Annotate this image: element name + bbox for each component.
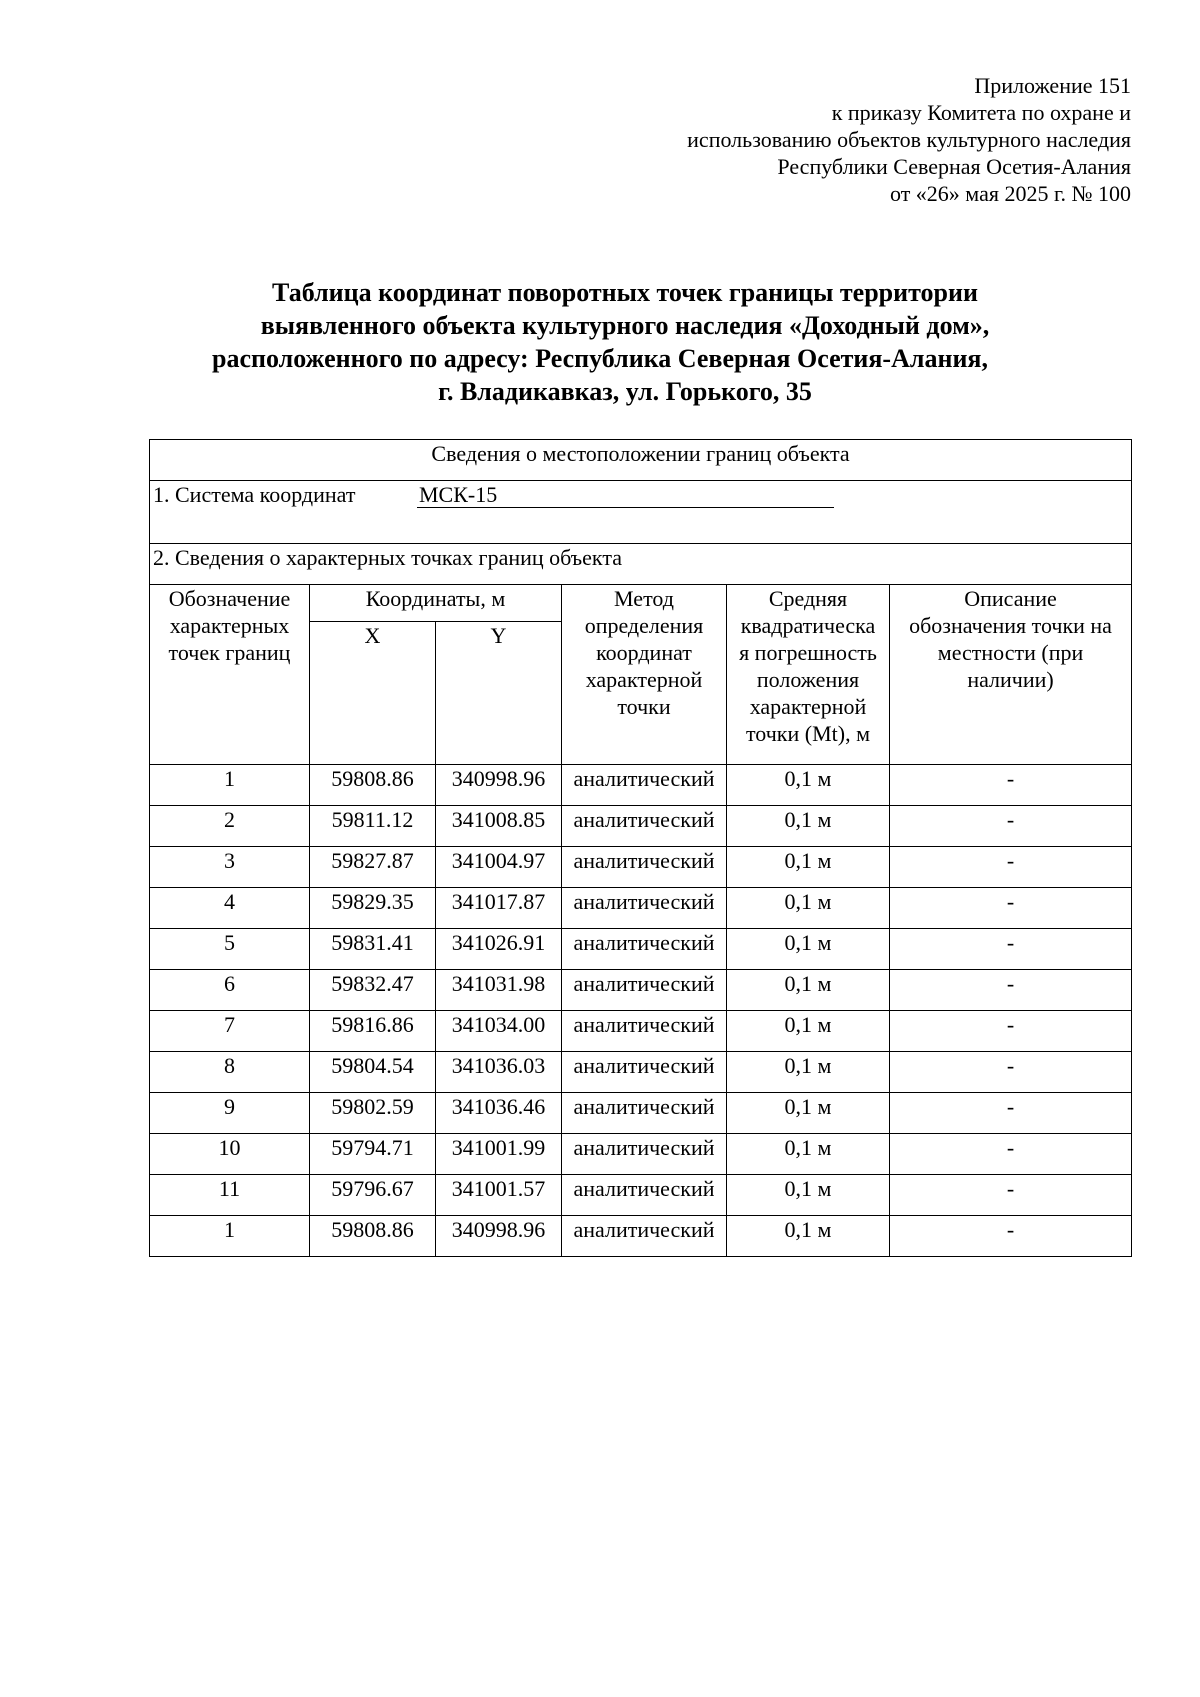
coordinates-table [149,439,1132,1257]
header-text: положения [756,667,860,692]
header-text: характерной [749,694,867,719]
header-text: я погрешность [739,640,877,665]
header-text: местности (при [937,640,1084,665]
method-cell: аналитический [562,1052,727,1093]
method-cell: аналитический [562,1093,727,1134]
error-cell: 0,1 м [727,888,890,929]
title-line: выявленного объекта культурного наследия «Доходный дом», [260,311,990,340]
header-error [727,585,890,765]
table-row [150,1134,1132,1175]
appendix-line: Республики Северная Осетия-Алания [777,154,1131,179]
header-method [562,585,727,765]
appendix-header [571,72,1131,207]
error-cell: 0,1 м [727,765,890,806]
appendix-line: к приказу Комитета по охране и [831,100,1131,125]
description-cell: - [890,1216,1132,1257]
error-cell: 0,1 м [727,1175,890,1216]
coord-x: 59802.59 [310,1093,436,1134]
error-cell: 0,1 м [727,847,890,888]
table-row [150,1216,1132,1257]
header-x: X [310,622,436,765]
description-cell: - [890,1052,1132,1093]
point-number: 9 [150,1093,310,1134]
coord-y: 341031.98 [436,970,562,1011]
coordinate-system-label: 1. Система координат [153,482,356,507]
table-row [150,806,1132,847]
coord-x: 59829.35 [310,888,436,929]
coordinate-system-cell [150,481,1132,544]
table-row [150,847,1132,888]
coord-y: 341034.00 [436,1011,562,1052]
error-cell: 0,1 м [727,1134,890,1175]
point-number: 7 [150,1011,310,1052]
coord-y: 341036.46 [436,1093,562,1134]
method-cell: аналитический [562,1011,727,1052]
header-text: точки [617,694,671,719]
table-row [150,1175,1132,1216]
coord-x: 59808.86 [310,1216,436,1257]
method-cell: аналитический [562,929,727,970]
method-cell: аналитический [562,970,727,1011]
error-cell: 0,1 м [727,970,890,1011]
section-title-row [150,440,1132,481]
point-number: 8 [150,1052,310,1093]
point-number: 2 [150,806,310,847]
coord-x: 59832.47 [310,970,436,1011]
header-text: квадратическа [740,613,876,638]
description-cell: - [890,929,1132,970]
method-cell: аналитический [562,1175,727,1216]
coord-x: 59811.12 [310,806,436,847]
error-cell: 0,1 м [727,1011,890,1052]
table-row [150,929,1132,970]
point-number: 1 [150,1216,310,1257]
header-text: точек границ [168,640,291,665]
appendix-line: Приложение 151 [974,73,1131,98]
header-text: координат [596,640,692,665]
error-cell: 0,1 м [727,929,890,970]
point-number: 11 [150,1175,310,1216]
header-description [890,585,1132,765]
method-cell: аналитический [562,806,727,847]
appendix-line: использованию объектов культурного наследия [687,127,1131,152]
coord-x: 59827.87 [310,847,436,888]
header-text: Средняя [768,586,848,611]
description-cell: - [890,888,1132,929]
header-text: характерной [585,667,703,692]
title-line: Таблица координат поворотных точек границы территории [272,278,978,307]
coord-x: 59808.86 [310,765,436,806]
method-cell: аналитический [562,765,727,806]
description-cell: - [890,1175,1132,1216]
point-number: 4 [150,888,310,929]
point-number: 1 [150,765,310,806]
header-designation [150,585,310,765]
table-row [150,1052,1132,1093]
table-row [150,765,1132,806]
table-row [150,888,1132,929]
coord-x: 59831.41 [310,929,436,970]
coordinate-system-value: МСК-15 [417,483,834,508]
coord-y: 341004.97 [436,847,562,888]
header-text: точки (Mt), м [745,721,871,746]
header-row [150,585,1132,622]
description-cell: - [890,847,1132,888]
title-line: г. Владикавказ, ул. Горького, 35 [438,377,812,406]
coord-y: 341008.85 [436,806,562,847]
error-cell: 0,1 м [727,1093,890,1134]
points-title-row [150,544,1132,585]
point-number: 6 [150,970,310,1011]
description-cell: - [890,970,1132,1011]
coord-x: 59794.71 [310,1134,436,1175]
error-cell: 0,1 м [727,1216,890,1257]
coord-x: 59816.86 [310,1011,436,1052]
coord-y: 340998.96 [436,1216,562,1257]
description-cell: - [890,806,1132,847]
title-line: расположенного по адресу: Республика Северная Осетия-Алания, [211,344,988,373]
method-cell: аналитический [562,1216,727,1257]
coord-y: 341036.03 [436,1052,562,1093]
header-text: Обозначение [168,586,291,611]
points-title: 2. Сведения о характерных точках границ объекта [150,544,1132,585]
method-cell: аналитический [562,847,727,888]
coord-y: 341017.87 [436,888,562,929]
coordinate-system-row [150,481,1132,544]
section-title: Сведения о местоположении границ объекта [150,440,1132,481]
header-text: определения [584,613,704,638]
document-title [150,276,1050,408]
header-y: Y [436,622,562,765]
table-row [150,1011,1132,1052]
header-coordinates: Координаты, м [310,585,562,622]
header-text: обозначения точки на [909,613,1112,638]
description-cell: - [890,1011,1132,1052]
header-text: наличии) [967,667,1054,692]
table-row [150,1093,1132,1134]
coord-y: 341001.99 [436,1134,562,1175]
header-text: Описание [964,586,1057,611]
description-cell: - [890,1093,1132,1134]
error-cell: 0,1 м [727,806,890,847]
error-cell: 0,1 м [727,1052,890,1093]
method-cell: аналитический [562,1134,727,1175]
method-cell: аналитический [562,888,727,929]
coord-x: 59796.67 [310,1175,436,1216]
point-number: 10 [150,1134,310,1175]
appendix-line: от «26» мая 2025 г. № 100 [889,181,1131,206]
header-text: характерных [169,613,290,638]
coord-y: 341026.91 [436,929,562,970]
coord-y: 340998.96 [436,765,562,806]
coord-y: 341001.57 [436,1175,562,1216]
coord-x: 59804.54 [310,1052,436,1093]
description-cell: - [890,1134,1132,1175]
point-number: 5 [150,929,310,970]
point-number: 3 [150,847,310,888]
header-text: Метод [614,586,674,611]
table-row [150,970,1132,1011]
description-cell: - [890,765,1132,806]
